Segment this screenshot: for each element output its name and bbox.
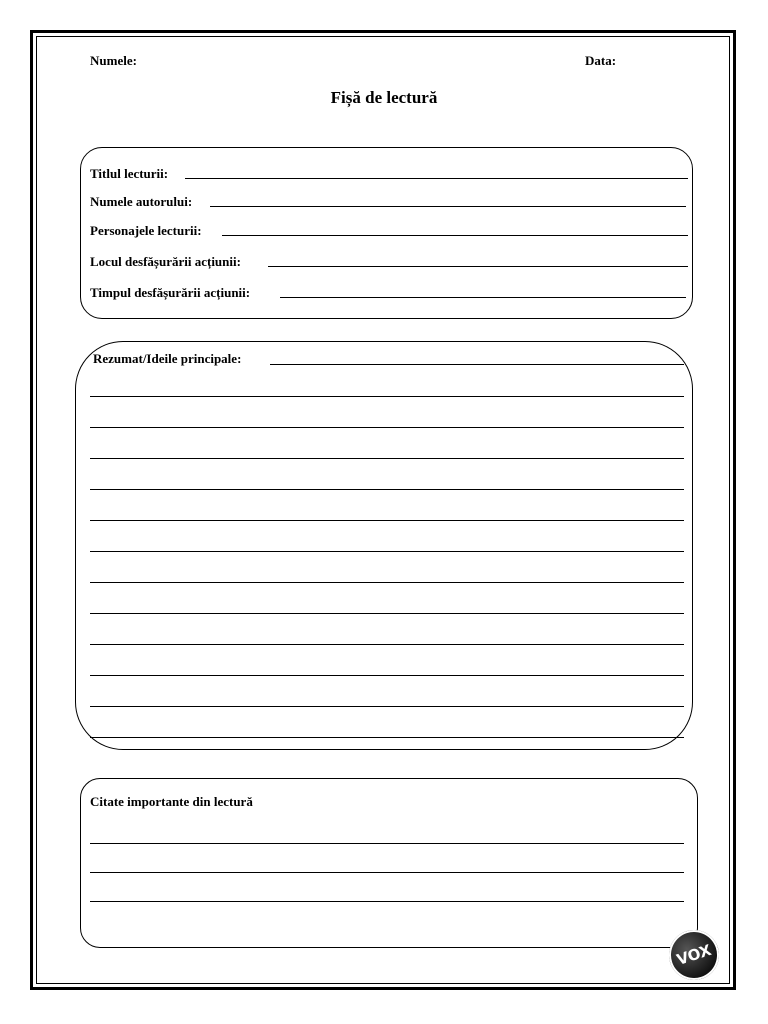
- summary-writing-line[interactable]: [90, 706, 684, 707]
- summary-writing-line[interactable]: [90, 458, 684, 459]
- field-author-label: Numele autorului:: [90, 194, 193, 209]
- field-time-label: Timpul desfășurării acțiunii:: [90, 285, 251, 300]
- field-author-line[interactable]: [210, 206, 686, 207]
- field-time-line[interactable]: [280, 297, 686, 298]
- field-place-label: Locul desfășurării acțiunii:: [90, 254, 241, 269]
- field-title-line[interactable]: [185, 178, 688, 179]
- summary-writing-line[interactable]: [90, 396, 684, 397]
- summary-label: Rezumat/Ideile principale:: [93, 351, 242, 366]
- summary-writing-line[interactable]: [90, 613, 684, 614]
- summary-writing-line[interactable]: [90, 675, 684, 676]
- page-title: Fișă de lectură: [330, 88, 438, 107]
- field-characters-line[interactable]: [222, 235, 688, 236]
- quote-writing-line[interactable]: [90, 843, 684, 844]
- date-label: Data:: [585, 53, 617, 68]
- quote-writing-line[interactable]: [90, 901, 684, 902]
- quote-writing-line[interactable]: [90, 872, 684, 873]
- summary-writing-line[interactable]: [90, 551, 684, 552]
- summary-writing-line[interactable]: [90, 644, 684, 645]
- quotes-label: Citate importante din lectură: [90, 794, 253, 809]
- field-characters-label: Personajele lecturii:: [90, 223, 202, 238]
- field-place-line[interactable]: [268, 266, 688, 267]
- vox-logo-text: VOX: [674, 941, 714, 969]
- summary-box: [75, 341, 693, 750]
- summary-writing-line[interactable]: [90, 582, 684, 583]
- summary-writing-line[interactable]: [90, 520, 684, 521]
- name-label: Numele:: [90, 53, 137, 68]
- summary-writing-line[interactable]: [90, 489, 684, 490]
- summary-writing-line[interactable]: [90, 427, 684, 428]
- summary-first-line[interactable]: [270, 364, 684, 365]
- field-title-label: Titlul lecturii:: [90, 166, 169, 181]
- summary-writing-line[interactable]: [90, 737, 684, 738]
